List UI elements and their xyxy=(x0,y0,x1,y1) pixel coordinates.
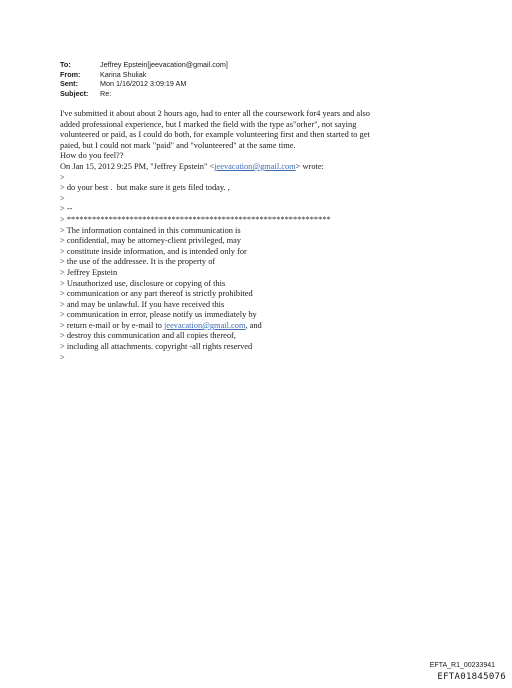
quoted-line: > including all attachments. copyright -all rights reserved xyxy=(60,342,253,352)
message-line: How do you feel?? xyxy=(60,151,124,161)
from-value: Karina Shuliak xyxy=(100,69,147,79)
quote-intro-suffix: > wrote: xyxy=(295,161,324,171)
from-label: From: xyxy=(60,69,81,79)
quoted-line: > communication in error, please notify us immediately by xyxy=(60,310,257,320)
subject-value: Re: xyxy=(100,88,112,98)
from-row xyxy=(60,70,228,80)
message-line: I've submitted it about about 2 hours ago, had to enter all the coursework for4 years and also xyxy=(60,109,370,118)
quoted-line: > -- xyxy=(60,204,73,214)
quoted-line: > xyxy=(60,193,65,203)
footer-reference-r1: EFTA_R1_00233941 xyxy=(429,662,495,669)
sent-label: Sent: xyxy=(60,79,78,88)
quoted-line: > Unauthorized use, disclosure or copying of this xyxy=(60,278,226,288)
quoted-line: > The information contained in this communication is xyxy=(60,225,241,235)
quoted-return-email-link[interactable]: jeevacation@gmail.com xyxy=(164,320,246,330)
email-body xyxy=(60,109,450,363)
quoted-line: > *************************************************************** xyxy=(60,214,331,224)
sent-value: Mon 1/16/2012 3:09:19 AM xyxy=(100,79,187,88)
quoted-return-line xyxy=(60,321,450,332)
email-header xyxy=(60,60,228,98)
to-value: Jeffrey Epstein[jeevacation@gmail.com] xyxy=(100,60,228,69)
quote-intro-email-link[interactable]: jeevacation@gmail.com xyxy=(214,161,296,171)
subject-label: Subject: xyxy=(60,88,89,98)
subject-row xyxy=(60,89,228,99)
quote-intro-text: On Jan 15, 2012 9:25 PM, "Jeffrey Epstein" < xyxy=(60,161,215,171)
quoted-line: > communication or any part thereof is strictly prohibited xyxy=(60,289,253,299)
quoted-line: > xyxy=(60,172,65,182)
quoted-return-text: > return e-mail or by e-mail to xyxy=(60,320,165,330)
quoted-line: > xyxy=(60,352,65,362)
footer-reference-id: EFTA01845076 xyxy=(437,672,506,682)
message-line: added professional experience, but I marked the field with the type as"orher", not saying xyxy=(60,119,357,129)
sent-row xyxy=(60,79,228,89)
quoted-line: > constitute inside information, and is intended only for xyxy=(60,246,247,256)
quoted-return-suffix: , and xyxy=(245,320,262,330)
message-paragraph xyxy=(60,109,450,173)
to-label: To: xyxy=(60,60,71,69)
quoted-line: > do your best . but make sure it gets filed today. , xyxy=(60,183,230,193)
quoted-line: > destroy this communication and all copies thereof, xyxy=(60,331,236,341)
message-line: volunteered or paid, as I could do both, for example volunteering first and then started to get xyxy=(60,130,370,140)
quoted-line: > and may be unlawful. If you have received this xyxy=(60,299,225,309)
quoted-line: > the use of the addressee. It is the property of xyxy=(60,257,216,267)
quoted-line: > confidential, may be attorney-client privileged, may xyxy=(60,236,241,246)
message-line: paied, but I could not mark "paid" and "volunteered" at the same time. xyxy=(60,140,296,150)
quoted-block xyxy=(60,173,450,364)
quote-intro xyxy=(60,162,450,173)
to-row xyxy=(60,60,228,70)
quoted-line: > Jeffrey Epstein xyxy=(60,267,118,277)
